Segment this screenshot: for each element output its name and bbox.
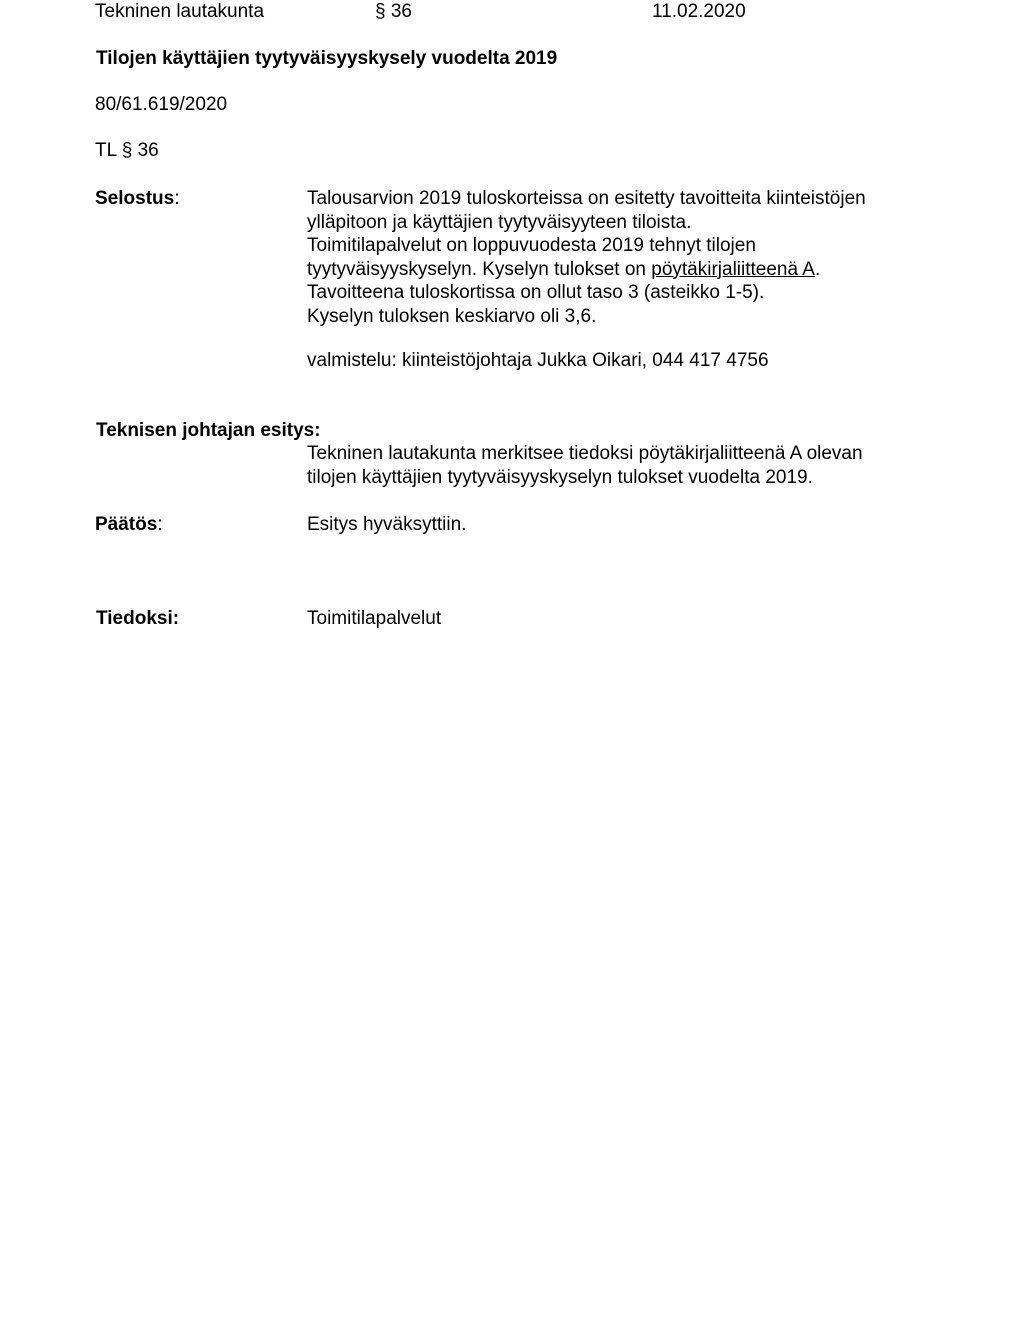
short-reference: TL § 36 xyxy=(95,140,159,161)
selostus-line-3: Toimitilapalvelut on loppuvuodesta 2019 tehnyt tilojen xyxy=(307,235,756,256)
selostus-body xyxy=(307,187,866,328)
selostus-line-1: Talousarvion 2019 tuloskorteissa on esitetty tavoitteita kiinteistöjen xyxy=(307,188,866,209)
attachment-link[interactable]: pöytäkirjaliitteenä A xyxy=(651,258,815,280)
selostus-label xyxy=(95,187,179,210)
notify-text: Toimitilapalvelut xyxy=(307,608,442,629)
decision-colon: : xyxy=(157,514,163,535)
selostus-line-4-end: . xyxy=(814,258,821,280)
header-date: 11.02.2020 xyxy=(652,1,746,22)
decision-label-text: Päätös xyxy=(95,514,158,535)
selostus-colon: : xyxy=(174,188,180,209)
proposal-label: Teknisen johtajan esitys: xyxy=(96,420,321,441)
proposal-line-2: tilojen käyttäjien tyytyväisyyskyselyn tulokset vuodelta 2019. xyxy=(307,466,813,488)
selostus-line-2: ylläpitoon ja käyttäjien tyytyväisyyteen tiloista. xyxy=(307,211,692,233)
selostus-line-4-text: tyytyväisyyskyselyn. Kyselyn tulokset on xyxy=(307,258,652,280)
selostus-label-text: Selostus xyxy=(95,188,175,209)
reference-number: 80/61.619/2020 xyxy=(95,94,228,115)
preparer-line: valmistelu: kiinteistöjohtaja Jukka Oikari, 044 417 4756 xyxy=(307,350,769,371)
selostus-line-6: Kyselyn tuloksen keskiarvo oli 3,6. xyxy=(307,305,597,327)
header-organ: Tekninen lautakunta xyxy=(95,1,265,22)
proposal-body xyxy=(307,442,863,489)
selostus-line-5: Tavoitteena tuloskortissa on ollut taso 3 (asteikko 1-5). xyxy=(307,282,765,303)
decision-label xyxy=(95,513,163,536)
selostus-line-4 xyxy=(307,258,866,282)
proposal-line-1: Tekninen lautakunta merkitsee tiedoksi pöytäkirjaliitteenä A olevan xyxy=(307,443,863,464)
notify-label: Tiedoksi: xyxy=(96,608,180,629)
header-section: § 36 xyxy=(375,1,412,22)
document-title: Tilojen käyttäjien tyytyväisyyskysely vuodelta 2019 xyxy=(96,48,558,69)
decision-text: Esitys hyväksyttiin. xyxy=(307,514,467,535)
